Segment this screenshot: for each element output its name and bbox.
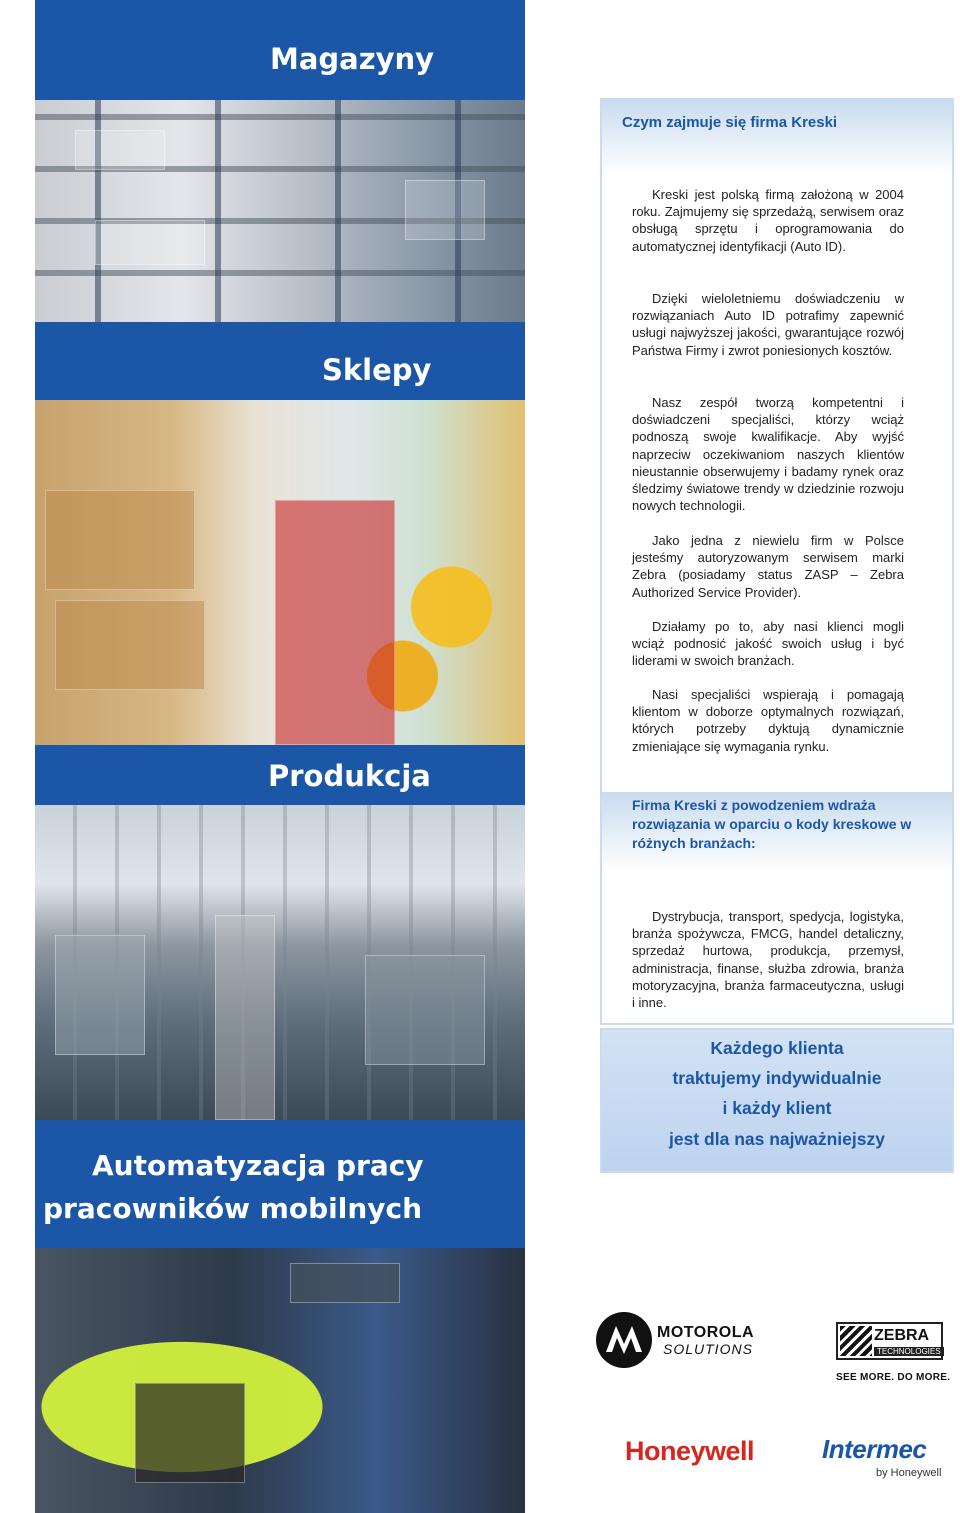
photo-mobile-printer: [135, 1383, 245, 1483]
photo-mobile-device: [290, 1263, 400, 1303]
heading-warehouses: Magazyny: [270, 42, 435, 76]
photo-factory-machine-2: [365, 955, 485, 1065]
intermec-logo: Intermec: [822, 1434, 927, 1464]
zebra-logo: [836, 1322, 943, 1360]
motorola-logo-subtext: SOLUTIONS: [663, 1341, 753, 1357]
photo-shop-box-1: [45, 490, 195, 590]
panel-top-gradient: [602, 100, 952, 175]
motorola-logo-text: MOTOROLA: [657, 1324, 755, 1341]
photo-factory: [35, 805, 525, 1120]
honeywell-logo: Honeywell: [625, 1436, 755, 1466]
motorola-logo-icon: [596, 1312, 652, 1368]
paragraph-zebra-service: Jako jedna z niewielu firm w Polsce jesteśmy autoryzowanym serwisem marki Zebra (posiadamy status ZASP – Zebra Authorized Service Provider).: [632, 533, 904, 600]
photo-warehouse-box-2: [95, 220, 205, 265]
paragraph-about: Kreski jest polską firmą założoną w 2004 roku. Zajmujemy się sprzedażą, serwisem oraz obsługą sprzętu i oprogramowania do automatycznej identyfikacji (Auto ID).: [632, 187, 904, 254]
heading-shops: Sklepy: [322, 353, 432, 387]
paragraph-experience: Dzięki wieloletniemu doświadczeniu w rozwiązaniach Auto ID potrafimy zapewnić usługi najwyższej jakości, gwarantujące rozwój Państwa Firmy i zwrot poniesionych kosztów.: [632, 291, 904, 358]
photo-warehouse-box-3: [405, 180, 485, 240]
slogan-line-1: Każdego klienta: [710, 1038, 844, 1058]
photo-warehouse: [35, 100, 525, 322]
band-shops: [35, 322, 525, 400]
heading-production: Produkcja: [268, 759, 431, 793]
paragraph-mission: Działamy po to, aby nasi klienci mogli wciąż podnosić jakość swoich usług i być liderami w swoich branżach.: [632, 619, 904, 669]
photo-shop: [35, 400, 525, 745]
slogan-line-4: jest dla nas najważniejszy: [669, 1129, 885, 1149]
zebra-head-icon: [840, 1326, 872, 1356]
zebra-logo-text: ZEBRA: [874, 1327, 930, 1344]
panel-title: Czym zajmuje się firma Kreski: [622, 114, 838, 131]
industries-list: Dystrybucja, transport, spedycja, logistyka, branża spożywcza, FMCG, handel detaliczny, sprzedaż hurtowa, produkcja, przemysł, administracja, finanse, służba zdrowia, branża motoryzacyjna, branża farmaceutyczna, usługi i inne.: [632, 909, 904, 1011]
photo-warehouse-box-1: [75, 130, 165, 170]
photo-shop-worker: [275, 500, 395, 745]
heading-mobile-line1: Automatyzacja pracy: [92, 1149, 424, 1182]
heading-mobile-line2: pracowników mobilnych: [43, 1192, 423, 1225]
zebra-tagline: SEE MORE. DO MORE.: [836, 1372, 951, 1383]
paragraph-team: Nasz zespół tworzą kompetentni i doświadczeni specjaliści, którzy wciąż podnoszą swoje kwalifikacje. Aby wyjść naprzeciw oczekiwaniom naszych klientów nieustannie obserwujemy i badamy rynek oraz śledzimy światowe trendy w dziedzinie rozwoju nowych technologii.: [632, 395, 904, 514]
photo-mobile-worker: [35, 1248, 525, 1513]
photo-shop-box-2: [55, 600, 205, 690]
intermec-logo-subtext: by Honeywell: [876, 1467, 942, 1479]
photo-factory-aisle: [215, 915, 275, 1120]
photo-factory-machine-1: [55, 935, 145, 1055]
zebra-logo-subtext: TECHNOLOGIES: [874, 1347, 944, 1356]
info-panel: [600, 98, 954, 1025]
slogan-line-3: i każdy klient: [722, 1098, 832, 1118]
band-mobile: [35, 1120, 525, 1248]
slogan-line-2: traktujemy indywidualnie: [672, 1068, 882, 1088]
paragraph-specialists: Nasi specjaliści wspierają i pomagają klientom w doborze optymalnych rozwiązań, których potrzeby dyktują dynamicznie zmieniające się wymagania rynku.: [632, 687, 904, 754]
slogan-box: [600, 1028, 954, 1173]
industries-heading: Firma Kreski z powodzeniem wdraża rozwiązania w oparciu o kody kreskowe w różnych branżach:: [632, 797, 912, 851]
